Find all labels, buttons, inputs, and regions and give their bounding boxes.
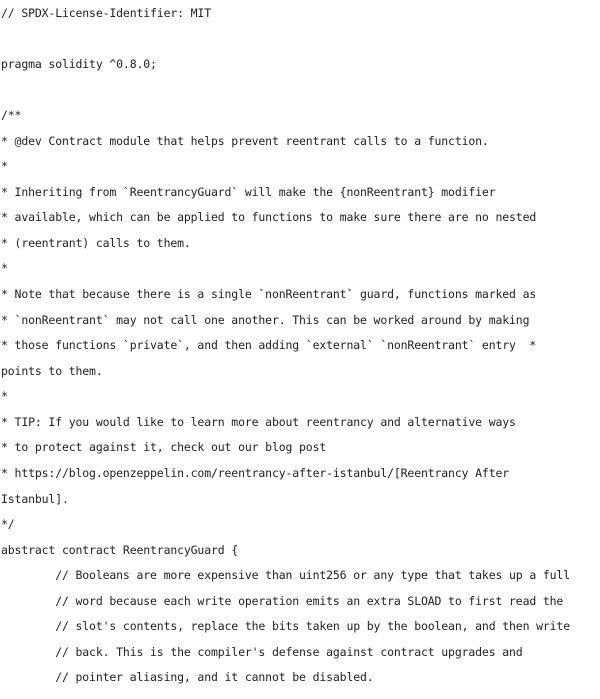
code-line-23: // Booleans are more expensive than uint256 or any type that takes up a full xyxy=(1,568,570,582)
code-line-17: * TIP: If you would like to learn more about reentrancy and alternative ways xyxy=(1,415,516,429)
code-line-10: * (reentrant) calls to them. xyxy=(1,236,191,250)
code-line-8: * Inheriting from `ReentrancyGuard` will make the {nonReentrant} modifier xyxy=(1,185,496,199)
code-line-26: // back. This is the compiler's defense against contract upgrades and xyxy=(1,645,523,659)
code-line-19: * https://blog.openzeppelin.com/reentrancy-after-istanbul/[Reentrancy After xyxy=(1,466,510,480)
code-line-3: pragma solidity ^0.8.0; xyxy=(1,57,157,71)
code-line-15: points to them. xyxy=(1,364,103,378)
code-line-11: * xyxy=(1,261,8,275)
code-line-22: abstract contract ReentrancyGuard { xyxy=(1,543,239,557)
code-line-14: * those functions `private`, and then adding `external` `nonReentrant` entry * xyxy=(1,338,537,352)
code-line-13: * `nonReentrant` may not call one another. This can be worked around by making xyxy=(1,313,530,327)
code-line-6: * @dev Contract module that helps prevent reentrant calls to a function. xyxy=(1,134,489,148)
code-line-7: * xyxy=(1,159,8,173)
code-line-27: // pointer aliasing, and it cannot be disabled. xyxy=(1,670,374,684)
code-line-9: * available, which can be applied to functions to make sure there are no nested xyxy=(1,210,537,224)
code-line-5: /** xyxy=(1,108,22,122)
code-line-12: * Note that because there is a single `nonReentrant` guard, functions marked as xyxy=(1,287,537,301)
code-line-25: // slot's contents, replace the bits taken up by the boolean, and then write xyxy=(1,619,570,633)
code-line-21: */ xyxy=(1,517,15,531)
code-line-20: Istanbul]. xyxy=(1,492,69,506)
code-line-1: // SPDX-License-Identifier: MIT xyxy=(1,6,211,20)
code-line-18: * to protect against it, check out our blog post xyxy=(1,440,327,454)
code-line-24: // word because each write operation emits an extra SLOAD to first read the xyxy=(1,594,564,608)
code-line-16: * xyxy=(1,389,8,403)
